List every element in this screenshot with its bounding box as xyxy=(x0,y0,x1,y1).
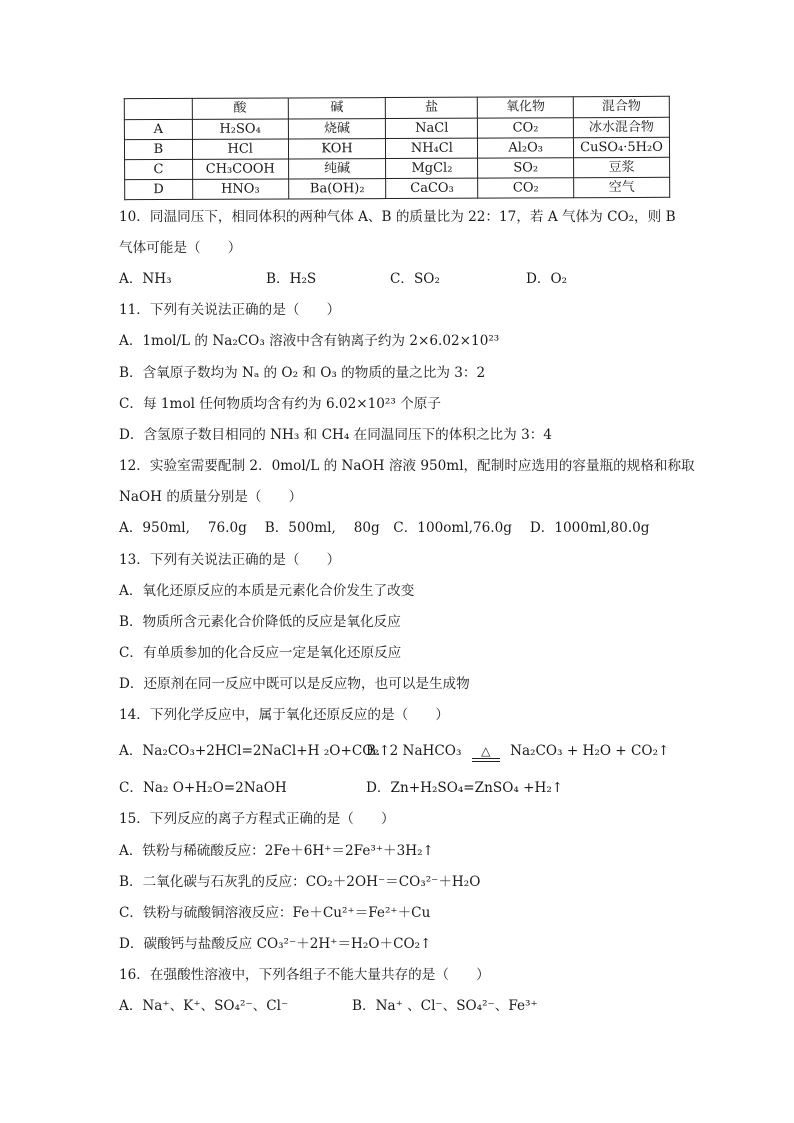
q14-option-c: C．Na₂ O+H₂O=2NaOH xyxy=(119,780,287,796)
q15-option-c: C．铁粉与硫酸铜溶液反应：Fe＋Cu²⁺＝Fe²⁺＋Cu xyxy=(119,905,431,921)
table-cell: CaCO₃ xyxy=(386,178,478,198)
table-cell: Ba(OH)₂ xyxy=(288,179,386,199)
q14-option-b xyxy=(366,742,669,760)
table-cell: 空气 xyxy=(574,177,670,197)
table-header-cell: 盐 xyxy=(386,97,478,118)
heat-arrow xyxy=(470,742,502,760)
q16-stem: 16．在强酸性溶液中，下列各组子不能大量共存的是（ ） xyxy=(119,967,490,983)
table-cell: CO₂ xyxy=(478,178,574,198)
table-cell: KOH xyxy=(288,139,386,159)
table-row-label: C xyxy=(125,159,193,179)
q15-option-b: B．二氧化碳与石灰乳的反应：CO₂＋2OH⁻＝CO₃²⁻＋H₂O xyxy=(119,874,481,890)
table-row xyxy=(124,137,669,159)
q10-option-b: B．H₂S xyxy=(266,271,317,287)
table-row xyxy=(124,117,669,139)
q12-options: A．950ml, 76.0g B．500ml, 80g C．100oml,76.0g D．1000ml,80.0g xyxy=(119,520,650,536)
q10-option-c: C．SO₂ xyxy=(390,271,440,287)
table-row-label: B xyxy=(124,139,192,159)
table-header-cell: 混合物 xyxy=(573,96,669,117)
q15-option-d: D．碳酸钙与盐酸反应 CO₃²⁻＋2H⁺＝H₂O＋CO₂↑ xyxy=(119,936,432,952)
table-cell: NH₄Cl xyxy=(386,138,478,158)
q11-option-c: C．每 1mol 任何物质均含有约为 6.02×10²³ 个原子 xyxy=(119,396,441,412)
q10-option-a: A．NH₃ xyxy=(119,271,172,287)
table-cell: HNO₃ xyxy=(192,179,288,199)
table-header-cell: 酸 xyxy=(192,98,288,119)
table-header-row xyxy=(124,96,669,119)
q16-option-b: B．Na⁺ 、Cl⁻、SO₄²⁻、Fe³⁺ xyxy=(352,998,538,1014)
table-header-cell xyxy=(124,98,192,119)
table-cell: 豆浆 xyxy=(574,157,670,177)
q14-option-d: D．Zn+H₂SO₄=ZnSO₄ +H₂↑ xyxy=(366,780,564,796)
classification-table xyxy=(124,96,670,200)
table-row-label: D xyxy=(125,179,193,199)
table-cell: NaCl xyxy=(386,118,478,138)
heat-symbol: △ xyxy=(481,744,491,758)
q11-option-a: A．1mol/L 的 Na₂CO₃ 溶液中含有钠离子约为 2×6.02×10²³ xyxy=(119,333,500,349)
q13-option-c: C．有单质参加的化合反应一定是氧化还原反应 xyxy=(119,645,402,661)
table-cell: H₂SO₄ xyxy=(192,119,288,139)
table-cell: 烧碱 xyxy=(288,119,386,139)
table-row xyxy=(125,157,670,179)
q14-option-b-product: Na₂CO₃ + H₂O + CO₂↑ xyxy=(510,743,670,759)
table-cell: CuSO₄·5H₂O xyxy=(573,137,669,157)
table-cell: CH₃COOH xyxy=(192,159,288,179)
q15-option-a: A．铁粉与稀硫酸反应：2Fe＋6H⁺＝2Fe³⁺＋3H₂↑ xyxy=(119,843,434,859)
q14-option-b-reactant: B．2 NaHCO₃ xyxy=(366,743,462,759)
q12-stem: 12．实验室需要配制 2．0mol/L 的 NaOH 溶液 950ml，配制时应选用的容量瓶的规格和称取 xyxy=(119,458,695,474)
table-cell: CO₂ xyxy=(478,118,574,138)
q13-option-b: B．物质所含元素化合价降低的反应是氧化反应 xyxy=(119,614,401,630)
table-header-cell: 碱 xyxy=(288,98,386,119)
table-cell: 纯碱 xyxy=(288,159,386,179)
q16-option-a: A．Na⁺、K⁺、SO₄²⁻、Cl⁻ xyxy=(119,998,289,1014)
q13-stem: 13．下列有关说法正确的是（ ） xyxy=(119,552,341,568)
table-cell: 冰水混合物 xyxy=(573,117,669,137)
q11-stem: 11．下列有关说法正确的是（ ） xyxy=(119,302,341,318)
q10-option-d: D．O₂ xyxy=(526,271,568,287)
q10-stem-cont: 气体可能是（ ） xyxy=(119,240,242,256)
table-row-label: A xyxy=(124,119,192,139)
q13-option-a: A．氧化还原反应的本质是元素化合价发生了改变 xyxy=(119,583,415,599)
table-cell: Al₂O₃ xyxy=(478,138,574,158)
table-cell: SO₂ xyxy=(478,158,574,178)
table-cell: MgCl₂ xyxy=(386,158,478,178)
q14-option-a: A．Na₂CO₃+2HCl=2NaCl+H ₂O+CO₂↑ xyxy=(119,743,391,759)
table-cell: HCl xyxy=(192,139,288,159)
q12-stem-cont: NaOH 的质量分别是（ ） xyxy=(119,489,303,505)
q11-option-d: D．含氢原子数目相同的 NH₃ 和 CH₄ 在同温同压下的体积之比为 3：4 xyxy=(119,427,552,443)
table-header-cell: 氧化物 xyxy=(478,97,574,118)
q10-stem: 10．同温同压下，相同体积的两种气体 A、B 的质量比为 22：17，若 A 气体为 CO₂，则 B xyxy=(119,209,676,225)
q14-stem: 14．下列化学反应中，属于氧化还原反应的是（ ） xyxy=(119,707,449,723)
q15-stem: 15．下列反应的离子方程式正确的是（ ） xyxy=(119,811,395,827)
q13-option-d: D．还原剂在同一反应中既可以是反应物，也可以是生成物 xyxy=(119,676,470,692)
table-row xyxy=(125,177,670,199)
q11-option-b: B．含氧原子数均为 Nₐ 的 O₂ 和 O₃ 的物质的量之比为 3：2 xyxy=(119,365,486,381)
